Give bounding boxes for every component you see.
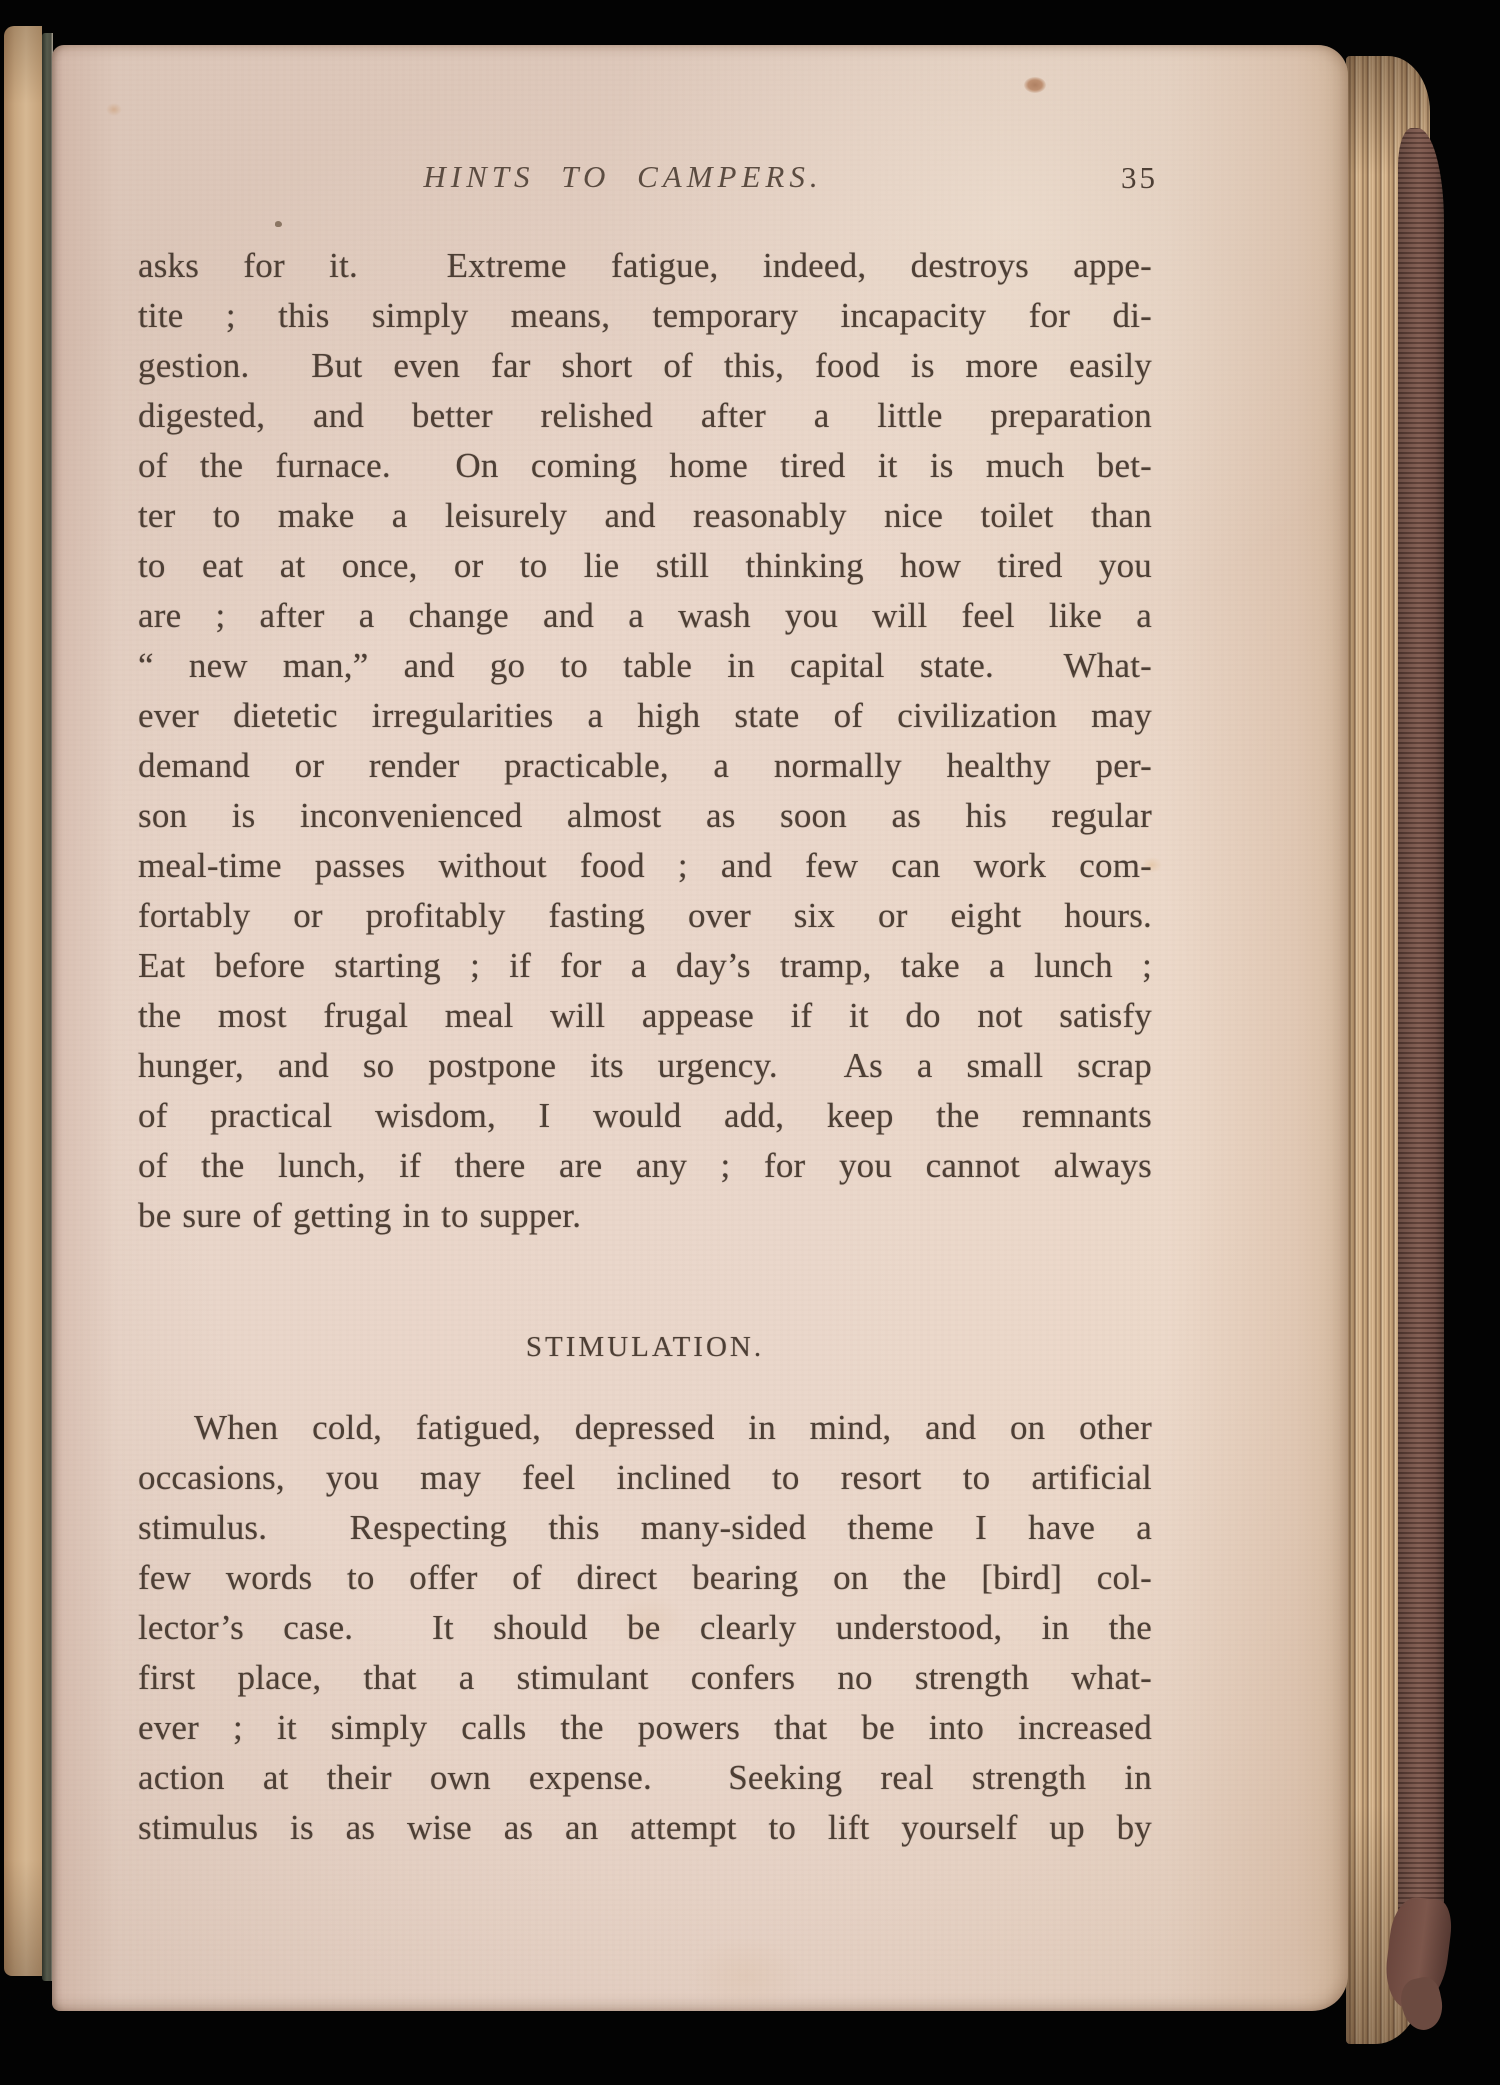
- text-line: digested, and better relished after a little preparation: [138, 396, 1152, 435]
- text-line: occasions, you may feel inclined to resort to artificial: [138, 1458, 1152, 1497]
- text-line: gestion. But even far short of this, food is more easily: [138, 346, 1152, 385]
- body-text: [138, 241, 1152, 1853]
- running-head: [138, 157, 1158, 201]
- paragraph-2: [138, 1403, 1152, 1853]
- text-line: hunger, and so postpone its urgency. As a small scrap: [138, 1046, 1152, 1085]
- text-line: few words to offer of direct bearing on the [bird] col-: [138, 1558, 1152, 1597]
- text-line: of the furnace. On coming home tired it is much bet-: [138, 446, 1152, 485]
- page-number: 35: [1121, 160, 1158, 195]
- page-content: [138, 45, 1158, 2011]
- text-line: ever dietetic irregularities a high state of civilization may: [138, 696, 1152, 735]
- text-line: the most frugal meal will appease if it do not satisfy: [138, 996, 1152, 1035]
- text-line: action at their own expense. Seeking real strength in: [138, 1758, 1152, 1797]
- text-line: meal-time passes without food ; and few can work com-: [138, 846, 1152, 885]
- stain: [106, 103, 122, 116]
- text-line: first place, that a stimulant confers no strength what-: [138, 1658, 1152, 1697]
- binding-cloth: [1398, 128, 1444, 2004]
- paragraph-1: [138, 241, 1152, 1241]
- text-line: asks for it. Extreme fatigue, indeed, destroys appe-: [138, 246, 1152, 285]
- text-line: of practical wisdom, I would add, keep the remnants: [138, 1096, 1152, 1135]
- left-cover-edge: [4, 26, 42, 1976]
- section-heading: STIMULATION.: [525, 1331, 765, 1363]
- text-line: ter to make a leisurely and reasonably nice toilet than: [138, 496, 1152, 535]
- text-line: Eat before starting ; if for a day’s tramp, take a lunch ;: [138, 946, 1152, 985]
- text-line: “ new man,” and go to table in capital state. What-: [138, 646, 1152, 685]
- text-line: son is inconvenienced almost as soon as his regular: [138, 796, 1152, 835]
- text-line: be sure of getting in to supper.: [138, 1196, 582, 1235]
- text-line: stimulus. Respecting this many-sided theme I have a: [138, 1508, 1152, 1547]
- text-line: fortably or profitably fasting over six or eight hours.: [138, 896, 1152, 935]
- text-line: stimulus is as wise as an attempt to lift yourself up by: [138, 1808, 1152, 1847]
- text-line: When cold, fatigued, depressed in mind, and on other: [194, 1408, 1152, 1447]
- running-title: HINTS TO CAMPERS.: [423, 159, 823, 194]
- text-line: demand or render practicable, a normally healthy per-: [138, 746, 1152, 785]
- text-line: tite ; this simply means, temporary incapacity for di-: [138, 296, 1152, 335]
- text-line: are ; after a change and a wash you will feel like a: [138, 596, 1152, 635]
- text-line: lector’s case. It should be clearly understood, in the: [138, 1608, 1152, 1647]
- book-page: [52, 45, 1348, 2011]
- text-line: to eat at once, or to lie still thinking how tired you: [138, 546, 1152, 585]
- text-line: ever ; it simply calls the powers that be into increased: [138, 1708, 1152, 1747]
- text-line: of the lunch, if there are any ; for you cannot always: [138, 1146, 1152, 1185]
